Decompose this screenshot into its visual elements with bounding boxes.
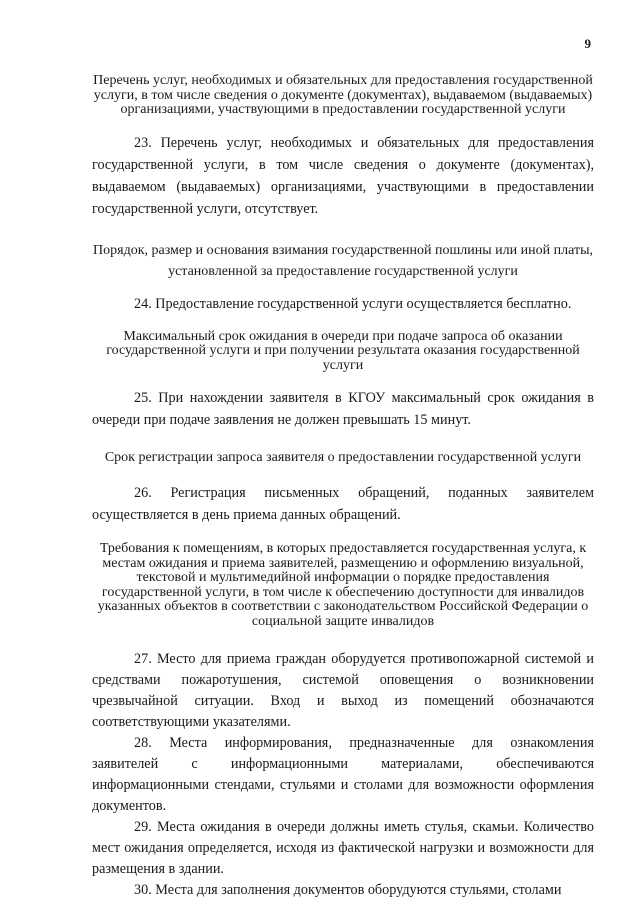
section-heading-registration-term: Срок регистрации запроса заявителя о предоставлении государственной услуги <box>104 450 582 465</box>
paragraph-26: 26. Регистрация письменных обращений, поданных заявителем осуществляется в день приема данных обращений. <box>92 485 594 523</box>
document-body <box>92 74 594 901</box>
section-heading-state-fee: Порядок, размер и основания взимания государственной пошлины или иной платы, установленной за предоставление государственной услуги <box>93 242 593 279</box>
paragraph-25: 25. При нахождении заявителя в КГОУ максимальный срок ожидания в очереди при подаче заявления не должен превышать 15 минут. <box>92 390 594 428</box>
section-heading-max-waiting-time: Максимальный срок ожидания в очереди при подаче запроса об оказании государственной услуги и при получении результата оказания государственной услуги <box>106 328 580 373</box>
paragraph-27: 27. Место для приема граждан оборудуется противопожарной системой и средствами пожаротушения, системой оповещения о возникновении чрезвычайной ситуации. Вход и выход из помещений обозначаются соответствующими указателями. <box>92 651 594 730</box>
paragraph-29: 29. Места ожидания в очереди должны иметь стулья, скамьи. Количество мест ожидания определяется, исходя из фактической нагрузки и возможности для размещения в здании. <box>92 819 594 877</box>
section-heading-required-services: Перечень услуг, необходимых и обязательных для предоставления государственной услуги, в том числе сведения о документе (документах), выдаваемом (выдаваемых) организациями, участвующими в предоставлении государственной услуги <box>93 73 593 117</box>
paragraph-24: 24. Предоставление государственной услуги осуществляется бесплатно. <box>134 295 572 312</box>
paragraph-30: 30. Места для заполнения документов оборудуются стульями, столами <box>134 882 562 898</box>
page-number: 9 <box>584 36 591 51</box>
paragraph-23: 23. Перечень услуг, необходимых и обязательных для предоставления государственной услуги, в том числе сведения о документе (документах), выдаваемом (выдаваемых) организациями, участвующими в предоставлении государственной услуги, отсутствует. <box>92 134 594 217</box>
section-heading-premises-requirements: Требования к помещениям, в которых предоставляется государственная услуга, к местам ожидания и приема заявителей, размещению и оформлению визуальной, текстовой и мультимедийной информации о порядке предоставления государственной услуги, в том числе к обеспечению доступности для инвалидов указанных объектов в соответствии с законодательством Российской Федерации о социальной защите инвалидов <box>97 541 589 629</box>
paragraph-28: 28. Места информирования, предназначенные для ознакомления заявителей с информационными материалами, обеспечиваются информационными стендами, стульями и столами для возможности оформления документов. <box>92 735 594 814</box>
